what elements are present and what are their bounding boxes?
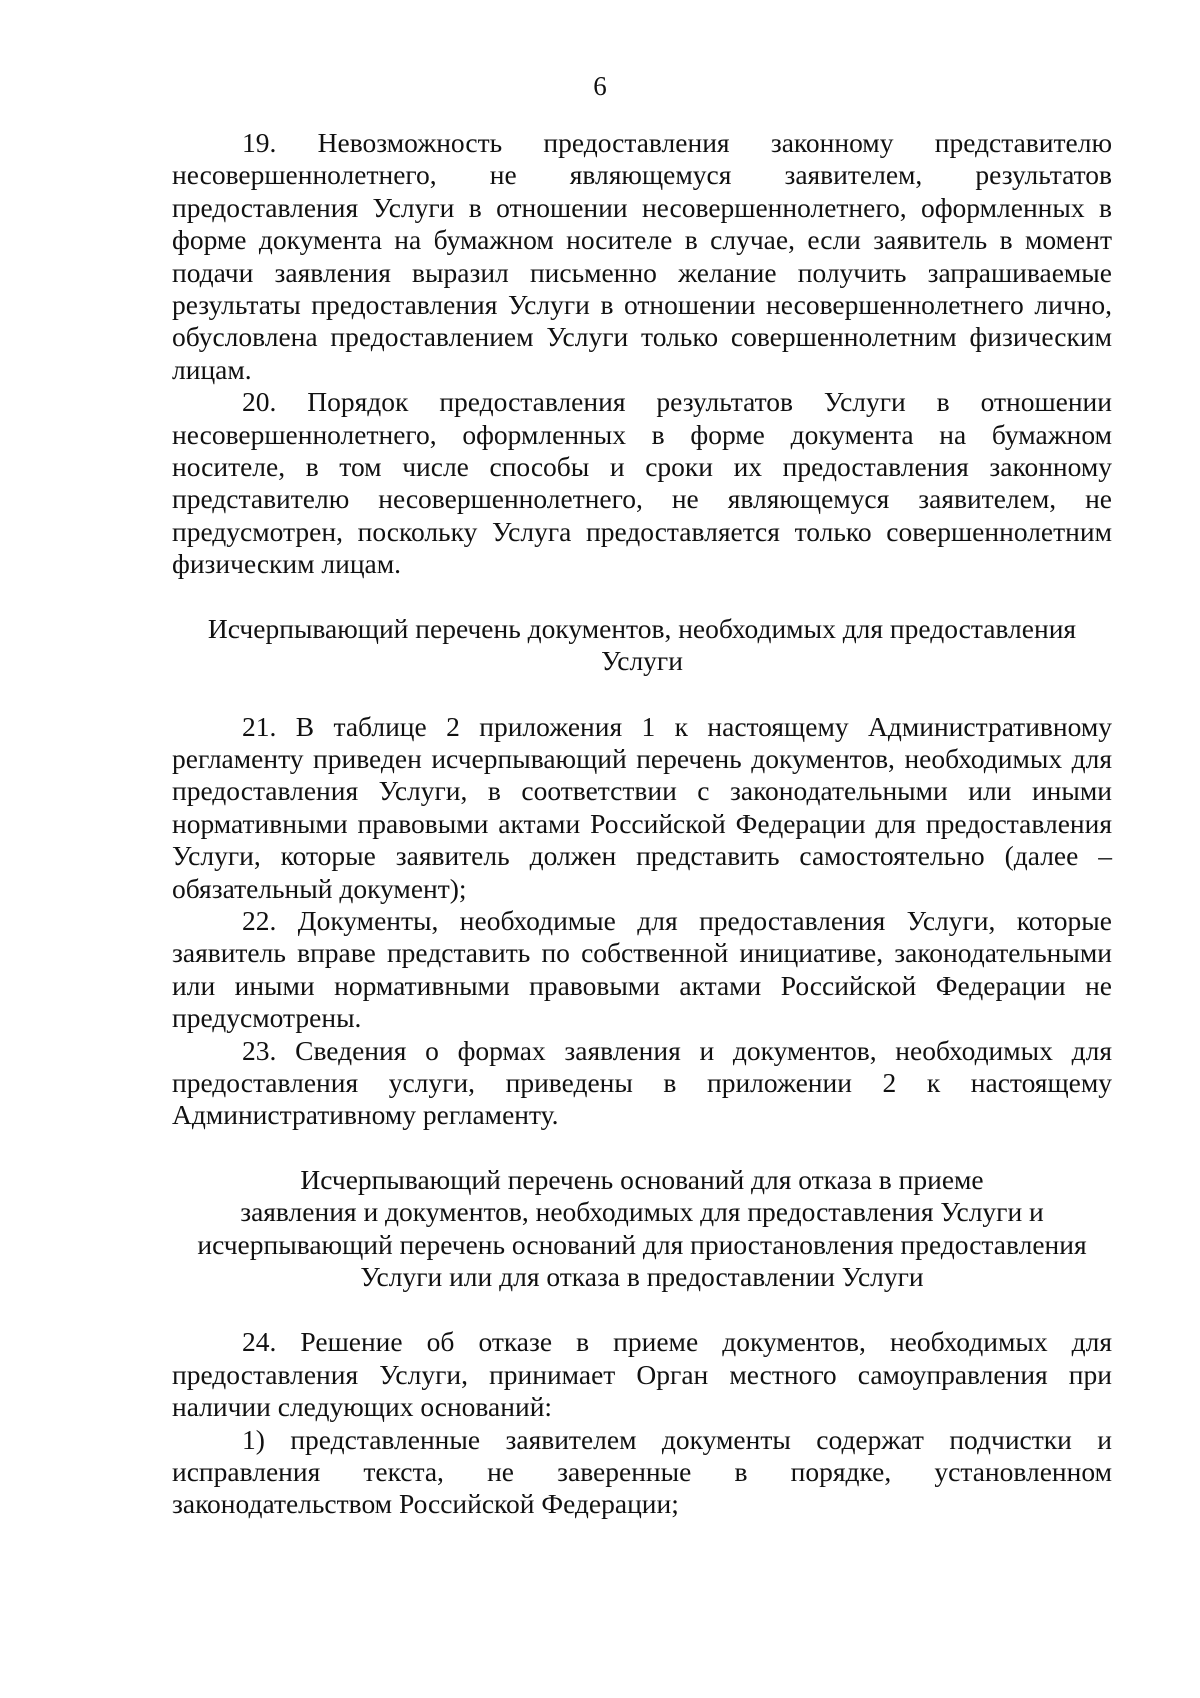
paragraph-22: 22. Документы, необходимые для предоставления Услуги, которые заявитель вправе представить по собственной инициативе, законодательными или иными нормативными правовыми актами Российской Федерации не предусмотрены.: [172, 904, 1112, 1034]
section-heading-documents: Исчерпывающий перечень документов, необходимых для предоставления Услуги: [207, 612, 1077, 677]
paragraph-21: 21. В таблице 2 приложения 1 к настоящему Административному регламенту приведен исчерпывающий перечень документов, необходимых для предоставления Услуги, в соответствии с законодательными или иными нормативными правовыми актами Российской Федерации для предоставления Услуги, которые заявитель должен представить самостоятельно (далее – обязательный документ);: [172, 710, 1112, 904]
page-number: 6: [593, 71, 607, 101]
section-heading-refusal-grounds: Исчерпывающий перечень оснований для отказа в приеме заявления и документов, необходимых для предоставления Услуги и исчерпывающий перечень оснований для приостановления предоставления Услуги или для отказа в предоставлении Услуги: [197, 1163, 1087, 1292]
paragraph-24: 24. Решение об отказе в приеме документов, необходимых для предоставления Услуги, принимает Орган местного самоуправления при наличии следующих оснований:: [172, 1326, 1112, 1423]
document-body: [172, 127, 1112, 1521]
paragraph-20: 20. Порядок предоставления результатов Услуги в отношении несовершеннолетнего, оформленных в форме документа на бумажном носителе, в том числе способы и сроки их предоставления законному представителю несовершеннолетнего, не являющемуся заявителем, не предусмотрен, поскольку Услуга предоставляется только совершеннолетним физическим лицам.: [172, 386, 1112, 580]
paragraph-24-item-1: 1) представленные заявителем документы содержат подчистки и исправления текста, не заверенные в порядке, установленном законодательством Российской Федерации;: [172, 1423, 1112, 1520]
paragraph-19: 19. Невозможность предоставления законному представителю несовершеннолетнего, не являющемуся заявителем, результатов предоставления Услуги в отношении несовершеннолетнего, оформленных в форме документа на бумажном носителе в случае, если заявитель в момент подачи заявления выразил письменно желание получить запрашиваемые результаты предоставления Услуги в отношении несовершеннолетнего лично, обусловлена предоставлением Услуги только совершеннолетним физическим лицам.: [172, 127, 1112, 385]
paragraph-23: 23. Сведения о формах заявления и документов, необходимых для предоставления услуги, приведены в приложении 2 к настоящему Административному регламенту.: [172, 1034, 1112, 1131]
